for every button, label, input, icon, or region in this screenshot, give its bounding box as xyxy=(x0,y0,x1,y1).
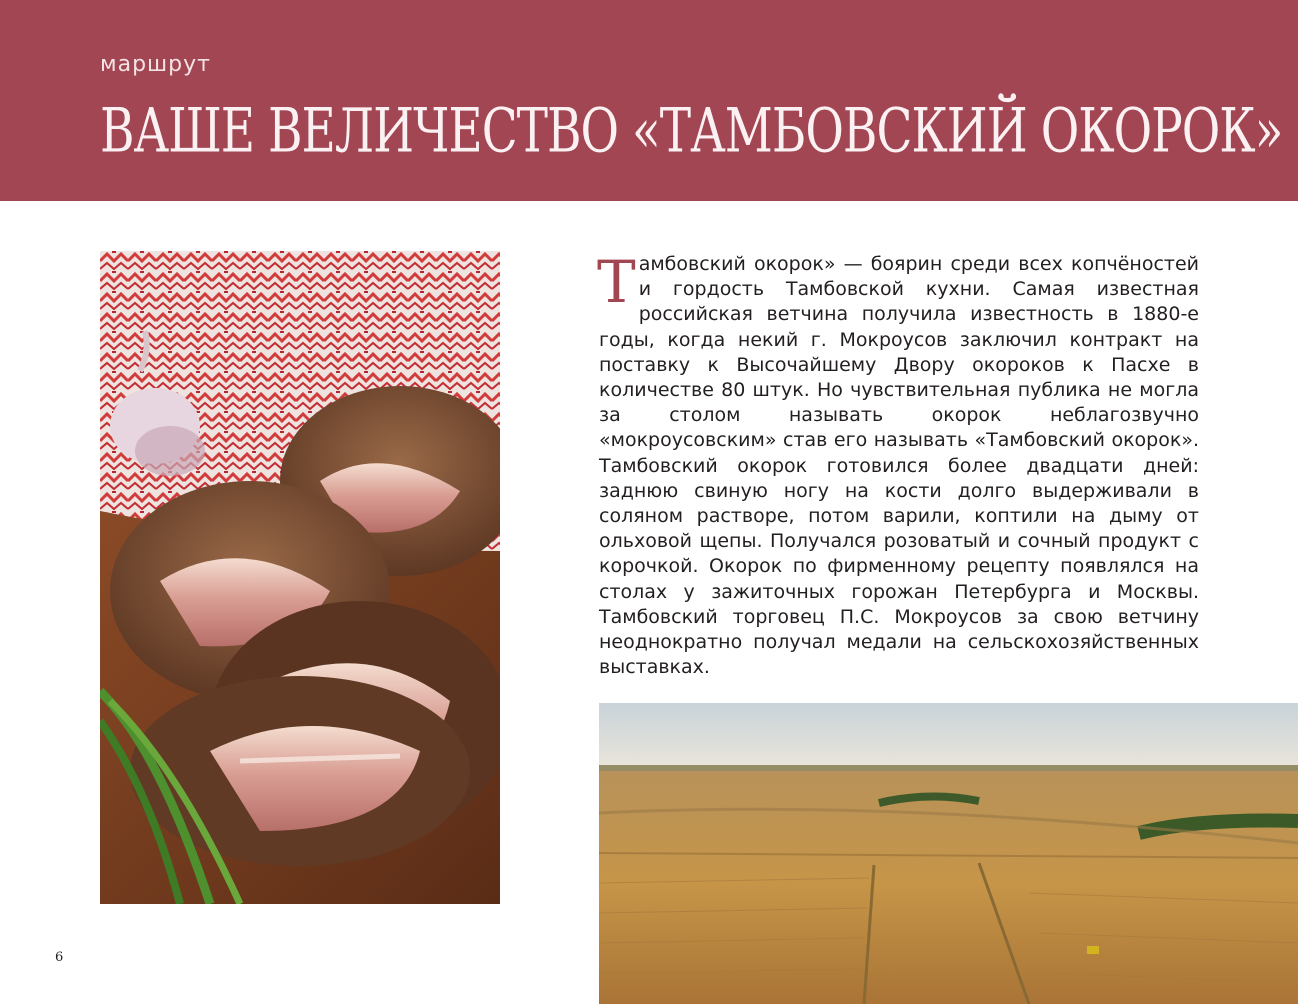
article-text: амбовский окорок» — боярин среди всех копчёностей и гордость Тамбовской кухни. Самая известная российская ветчина получила известность в 1880-е годы, когда некий г. Мокроусов заключил контракт на поставку к Высочайшему Двору окороков к Пасхе в количестве 80 штук. Но чувствительная публика не могла за столом называть окорок неблагозвучно «мокроусовским» став его называть «Тамбовский окорок». Тамбовский окорок готовился более двадцати дней: заднюю свиную ногу на кости долго выдерживали в соляном растворе, потом варили, коптили на дыму от ольховой щепы. Получался розоватый и сочный продукт с корочкой. Окорок по фирменному рецепту появлялся на столах у зажиточных горожан Петербурга и Москвы. Тамбовский торговец П.С. Мокроусов за свою ветчину неоднократно получал медали на сельскохозяйственных выставках. xyxy=(599,253,1199,679)
section-kicker: маршрут xyxy=(100,52,211,77)
page-title: ВАШЕ ВЕЛИЧЕСТВО «ТАМБОВСКИЙ ОКОРОК» xyxy=(100,95,1283,168)
field-photo xyxy=(599,703,1298,1004)
article-body xyxy=(597,248,1199,680)
ham-photo xyxy=(100,251,500,904)
drop-cap: Т xyxy=(597,248,636,316)
page-number: 6 xyxy=(55,950,64,965)
header-banner xyxy=(0,0,1298,201)
